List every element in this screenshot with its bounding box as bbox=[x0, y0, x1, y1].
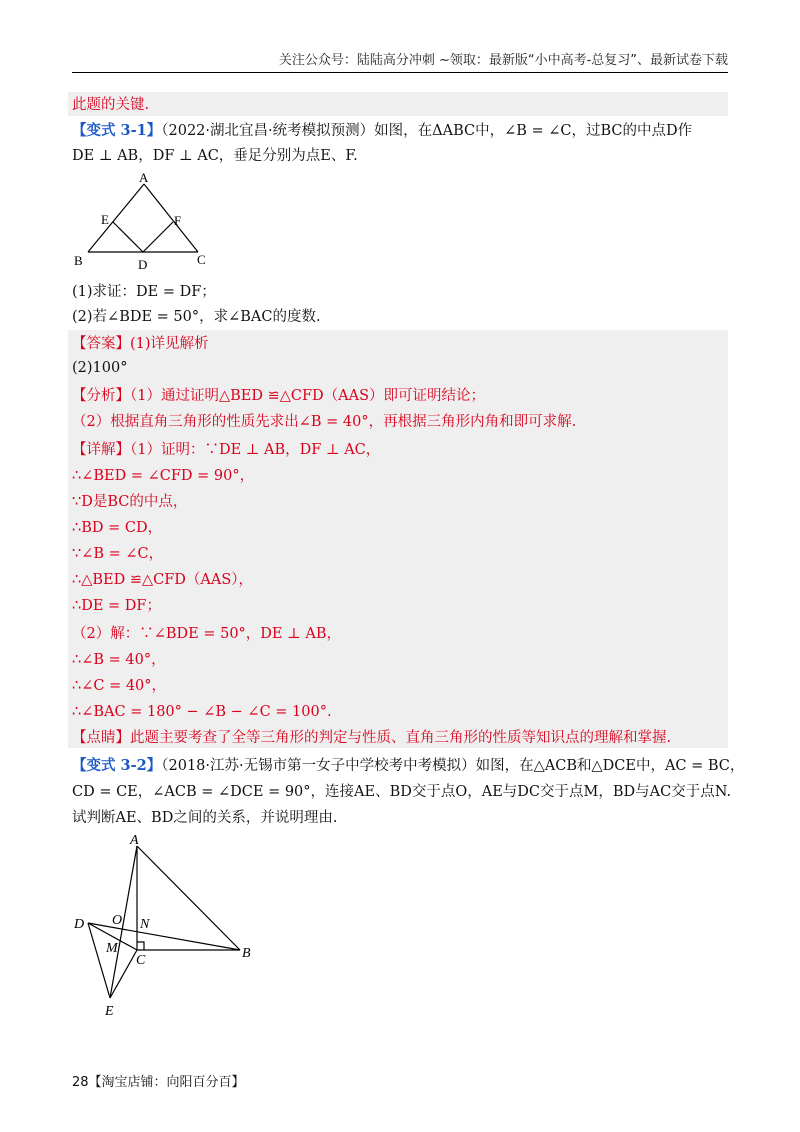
q2-tag: 【变式 3-2】 bbox=[72, 757, 162, 774]
detail-step: ∴∠BED = ∠CFD = 90°， bbox=[72, 468, 255, 484]
comment-text: 此题主要考查了全等三角形的判定与性质、直角三角形的性质等知识点的理解和掌握. bbox=[130, 730, 672, 746]
previous-solution-tail: 此题的关键. bbox=[72, 97, 150, 113]
label-e: E bbox=[105, 1004, 114, 1019]
q2-text1: 如图，在△ACB和△DCE中，AC = BC， bbox=[475, 758, 745, 774]
label-b: B bbox=[242, 946, 251, 961]
detail-step: （1）证明：∵DE ⊥ AB，DF ⊥ AC， bbox=[130, 442, 381, 458]
segment-de bbox=[88, 923, 110, 998]
detail-step: ∴∠C = 40°， bbox=[72, 678, 167, 694]
label-c: C bbox=[197, 252, 206, 267]
segment-ab bbox=[88, 184, 144, 252]
header-rule bbox=[72, 72, 728, 73]
q1-tag: 【变式 3-1】 bbox=[72, 122, 162, 139]
q1-text2: DE ⊥ AB，DF ⊥ AC，垂足分别为点E、F. bbox=[72, 148, 358, 164]
detail-step: ∵D是BC的中点， bbox=[72, 494, 188, 510]
comment-line bbox=[72, 728, 671, 748]
right-angle-mark bbox=[137, 942, 144, 950]
q2-source: （2018·江苏·无锡市第一女子中学校考中考模拟） bbox=[161, 758, 476, 774]
page-number: 28 bbox=[72, 1075, 89, 1090]
q1-source: （2022·湖北宜昌·统考模拟预测） bbox=[161, 123, 375, 139]
answer-line1 bbox=[72, 334, 209, 354]
label-d: D bbox=[138, 257, 148, 270]
q2-text3: 试判断AE、BD之间的关系，并说明理由. bbox=[72, 810, 338, 826]
q2-line1 bbox=[72, 756, 744, 776]
detail-step: ∵∠B = ∠C， bbox=[72, 546, 164, 562]
q1-line1 bbox=[72, 121, 692, 141]
label-f: F bbox=[174, 213, 182, 228]
page-header: 关注公众号：陆陆高分冲刺 ~领取：最新版“小中高考-总复习”、最新试卷下载 bbox=[278, 53, 728, 68]
triangle-figure-2 bbox=[70, 830, 270, 1020]
q1-text1: 如图，在ΔABC中，∠B = ∠C，过BC的中点D作 bbox=[374, 123, 693, 139]
label-m: M bbox=[106, 941, 118, 956]
q1-part2: (2)若∠BDE = 50°，求∠BAC的度数. bbox=[72, 309, 321, 325]
label-e: E bbox=[101, 212, 109, 227]
detail-step: （2）解：∵∠BDE = 50°，DE ⊥ AB， bbox=[72, 626, 341, 642]
page-footer bbox=[72, 1071, 245, 1090]
label-c: C bbox=[136, 953, 146, 968]
detail-step: ∴DE = DF； bbox=[72, 598, 161, 614]
detail-step: ∴BD = CD， bbox=[72, 520, 163, 536]
analysis-line1 bbox=[72, 386, 485, 406]
q1-part1: (1)求证：DE = DF； bbox=[72, 284, 216, 300]
segment-de bbox=[113, 222, 143, 252]
answer-tag: 【答案】 bbox=[72, 336, 130, 352]
analysis-2: （2）根据直角三角形的性质先求出∠B = 40°，再根据三角形内角和即可求解. bbox=[72, 414, 577, 430]
label-d: D bbox=[74, 917, 85, 932]
q2-text2: CD = CE，∠ACB = ∠DCE = 90°，连接AE、BD交于点O，AE与DC交于点M，BD与AC交于点N. bbox=[72, 784, 732, 800]
label-a: A bbox=[130, 833, 139, 848]
segment-ac bbox=[144, 184, 198, 252]
label-n: N bbox=[140, 917, 150, 932]
label-a: A bbox=[139, 170, 149, 185]
answer-2: (2)100° bbox=[72, 360, 128, 376]
shop-label: 【淘宝店铺：向阳百分百】 bbox=[88, 1075, 245, 1090]
prev-solution-band bbox=[68, 92, 728, 116]
analysis-1: （1）通过证明△BED ≌△CFD（AAS）即可证明结论； bbox=[130, 388, 486, 404]
label-o: O bbox=[112, 913, 123, 928]
label-b: B bbox=[74, 253, 83, 268]
comment-tag: 【点睛】 bbox=[72, 730, 130, 746]
detail-step: ∴△BED ≌△CFD（AAS）， bbox=[72, 572, 254, 588]
detail-step: ∴∠B = 40°， bbox=[72, 652, 166, 668]
detail-line0 bbox=[72, 440, 380, 460]
answer-1: (1)详见解析 bbox=[130, 336, 209, 352]
detail-tag: 【详解】 bbox=[72, 442, 130, 458]
triangle-figure-1 bbox=[70, 170, 220, 270]
detail-step: ∴∠BAC = 180° − ∠B − ∠C = 100°. bbox=[72, 704, 332, 720]
segment-df bbox=[143, 222, 173, 252]
analysis-tag: 【分析】 bbox=[72, 388, 130, 404]
